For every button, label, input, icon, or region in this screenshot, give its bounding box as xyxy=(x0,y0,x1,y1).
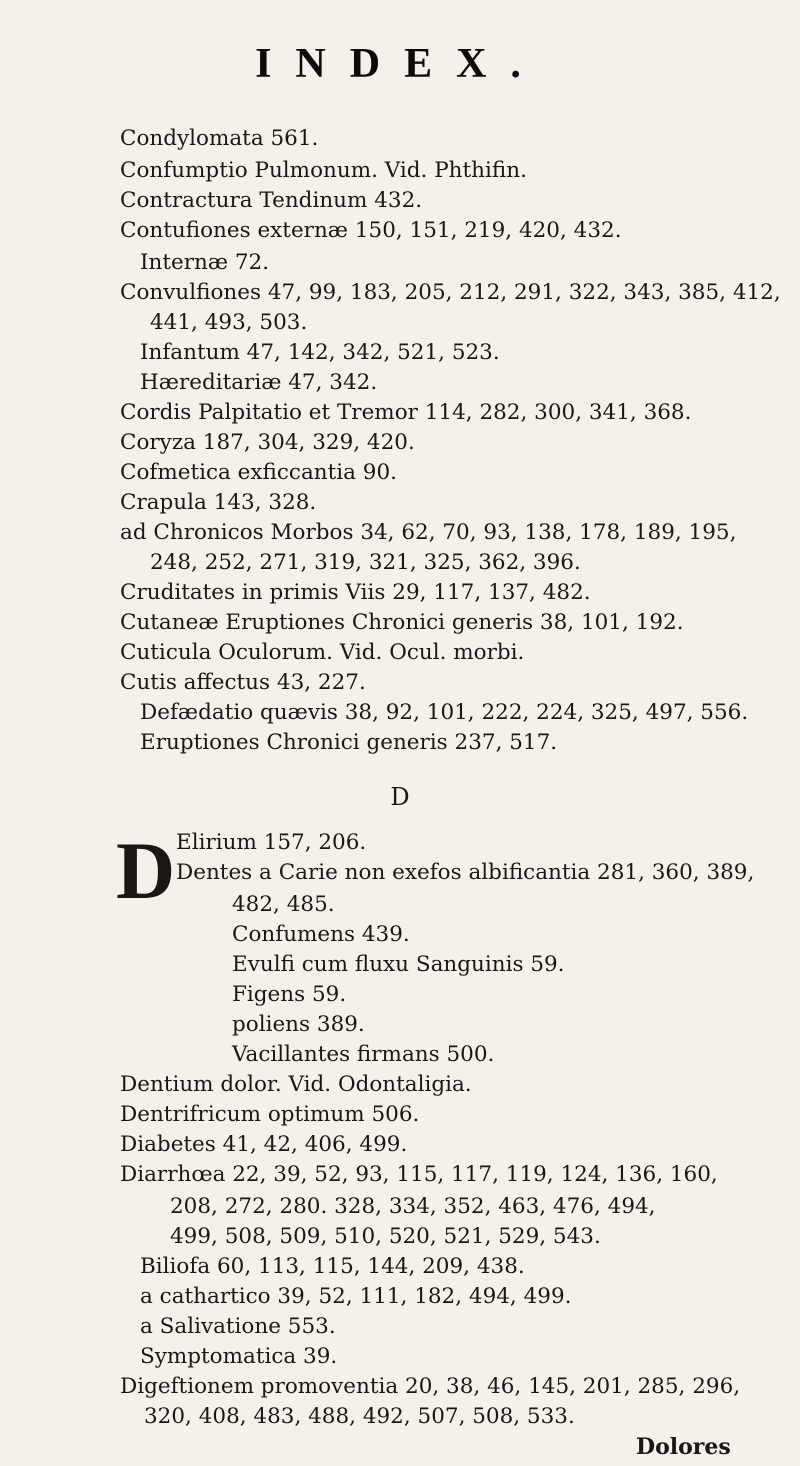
index-continuation: 248, 252, 271, 319, 321, 325, 362, 396. xyxy=(150,550,581,575)
index-entry: Confumptio Pulmonum. Vid. Phthifin. xyxy=(120,158,527,183)
index-subentry: Internæ 72. xyxy=(140,250,270,275)
section-letter: D xyxy=(390,783,410,811)
index-entry: Dentrifricum optimum 506. xyxy=(120,1102,420,1127)
index-entry: Contractura Tendinum 432. xyxy=(120,188,423,213)
index-entry: Cordis Palpitatio et Tremor 114, 282, 300, 341, 368. xyxy=(120,400,692,425)
index-entry: Elirium 157, 206. xyxy=(176,830,367,855)
index-entry: Condylomata 561. xyxy=(120,126,319,151)
index-entry: Diabetes 41, 42, 406, 499. xyxy=(120,1132,408,1157)
index-continuation: 499, 508, 509, 510, 520, 521, 529, 543. xyxy=(170,1224,601,1249)
index-subentry: poliens 389. xyxy=(232,1012,365,1037)
index-entry: Cofmetica exficcantia 90. xyxy=(120,460,397,485)
index-entry: Cruditates in primis Viis 29, 117, 137, 482. xyxy=(120,580,591,605)
index-subentry: Evulfi cum fluxu Sanguinis 59. xyxy=(232,952,565,977)
index-subentry: Biliofa 60, 113, 115, 144, 209, 438. xyxy=(140,1254,525,1279)
index-entry: Crapula 143, 328. xyxy=(120,490,317,515)
index-continuation: 320, 408, 483, 488, 492, 507, 508, 533. xyxy=(144,1404,575,1429)
index-entry: Digeftionem promoventia 20, 38, 46, 145, 201, 285, 296, xyxy=(120,1374,741,1399)
index-subentry: a Salivatione 553. xyxy=(140,1314,336,1339)
index-subentry: Defædatio quævis 38, 92, 101, 222, 224, 325, 497, 556. xyxy=(140,700,749,725)
index-entry: Dentium dolor. Vid. Odontaligia. xyxy=(120,1072,472,1097)
index-entry: Coryza 187, 304, 329, 420. xyxy=(120,430,415,455)
drop-capital: D xyxy=(116,825,176,916)
index-continuation: 208, 272, 280. 328, 334, 352, 463, 476, 494, xyxy=(170,1194,656,1219)
index-entry: Cutis affectus 43, 227. xyxy=(120,670,366,695)
catchword: Dolores xyxy=(636,1434,731,1460)
index-entry: Contufiones externæ 150, 151, 219, 420, 432. xyxy=(120,218,622,243)
index-entry: ad Chronicos Morbos 34, 62, 70, 93, 138, 178, 189, 195, xyxy=(120,520,737,545)
index-subentry: Figens 59. xyxy=(232,982,347,1007)
index-subentry: Vacillantes firmans 500. xyxy=(232,1042,495,1067)
index-entry: Cutaneæ Eruptiones Chronici generis 38, 101, 192. xyxy=(120,610,684,635)
index-entry: Dentes a Carie non exefos albificantia 281, 360, 389, xyxy=(176,860,755,885)
index-subentry: Confumens 439. xyxy=(232,922,410,947)
index-continuation: 441, 493, 503. xyxy=(150,310,308,335)
index-entry: Convulfiones 47, 99, 183, 205, 212, 291, 322, 343, 385, 412, xyxy=(120,280,781,305)
index-subentry: Infantum 47, 142, 342, 521, 523. xyxy=(140,340,500,365)
index-entry: Cuticula Oculorum. Vid. Ocul. morbi. xyxy=(120,640,525,665)
index-entry: Diarrhœa 22, 39, 52, 93, 115, 117, 119, 124, 136, 160, xyxy=(120,1162,718,1187)
index-subentry: a cathartico 39, 52, 111, 182, 494, 499. xyxy=(140,1284,572,1309)
index-subentry: Hæreditariæ 47, 342. xyxy=(140,370,378,395)
page-title: INDEX. xyxy=(255,41,545,87)
index-continuation: 482, 485. xyxy=(232,892,335,917)
index-subentry: Symptomatica 39. xyxy=(140,1344,338,1369)
index-subentry: Eruptiones Chronici generis 237, 517. xyxy=(140,730,558,755)
